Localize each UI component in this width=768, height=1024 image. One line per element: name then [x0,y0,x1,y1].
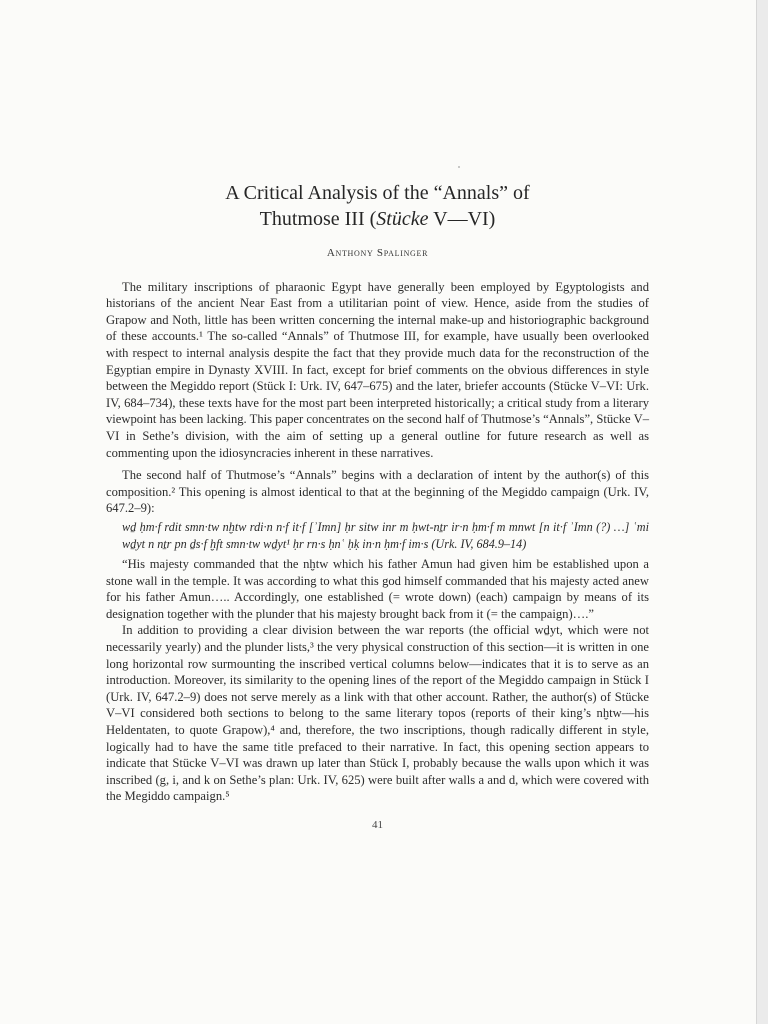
title-line-2-italic: Stücke [376,208,429,230]
paragraph-1: The military inscriptions of pharaonic Egypt have generally been employed by Egyptologists and historians of the ancient Near East from a utilitarian point of view. Hence, aside from the studies of Grapow and Noth, little has been written concerning the internal make-up and historiographic background of these accounts.¹ The so-called “Annals” of Thutmose III, for example, have usually been overlooked with respect to internal analysis despite the fact that they provide much data for the reconstruction of the Egyptian empire in Dynasty XVIII. In fact, except for brief comments on the obvious differences in style between the Megiddo report (Stück I: Urk. IV, 647–675) and the later, briefer accounts (Stücke V–VI: Urk. IV, 684–734), these texts have for the most part been interpreted historically; a critical study from a literary viewpoint has been lacking. This paper concentrates on the second half of Thutmose’s “Annals”, Stücke V–VI in Sethe’s division, with the aim of setting up a general outline for future research as well as commenting upon the idiosyncracies inherent in these narratives. [106,279,649,460]
paragraph-3: “His majesty commanded that the nḫtw which his father Amun had given him be established upon a stone wall in the temple. It was according to what this god himself commanded that his majesty acted anew for his father Amun….. Accordingly, one established (= wrote down) (each) campaign by means of its designation together with the plunder that his majesty brought back from it (= the campaign)….” [106,557,649,621]
page-number: 41 [372,819,383,831]
title-line-2-suffix: V—VI) [428,208,496,230]
article-author: Anthony Spalinger [326,247,429,259]
paragraph-4: In addition to providing a clear division between the war reports (the official wḏyt, which were not necessarily yearly) and the plunder lists,³ the very physical construction of this section—it is written in one long horizontal row surmounting the inscribed vertical columns below—indicates that it is to serve as an introduction. Moreover, its similarity to the opening lines of the report of the Megiddo campaign in Stück I (Urk. IV, 647.2–9) does not serve merely as a link with that other account. Rather, the author(s) of Stücke V–VI considered both sections to belong to the same literary topos (reports of their king’s nḫtw—his Heldentaten, to quote Grapow),⁴ and, therefore, the two inscriptions, though radically different in style, logically had to have the same title prefaced to their narrative. In fact, this opening section appears to indicate that Stücke V–VI was drawn up later than Stück I, probably because the walls upon which it was inscribed (g, i, and k on Sethe’s plan: Urk. IV, 625) were built after walls a and d, which were covered with the Megiddo campaign.⁵ [106,623,649,804]
page-edge [756,0,757,1024]
paragraph-2: The second half of Thutmose’s “Annals” begins with a declaration of intent by the author(s) of this composition.² This opening is almost identical to that at the beginning of the Megiddo campaign (Urk. IV, 647.2–9): [106,468,649,516]
paper-speck [458,166,460,168]
transliteration-block: wḏ ḥm·f rdit smn·tw nḫtw rdi·n n·f it·f [ʾImn] ḥr sitw inr m ḥwt-nṯr ir·n ḥm·f m mnwt [n it·f ʾImn (?) …] ʿmi wḏyt n nṯr pn ḏs·f ḫft smn·tw wḏyt¹ ḥr rn·s ḥnʿ ḥḳ in·n ḥm·f im·s (Urk. IV, 684.9–14) [122,519,649,551]
article-title [106,180,649,232]
title-line-2-prefix: Thutmose III ( [259,208,377,230]
article-body [106,180,649,834]
title-line-1: A Critical Analysis of the “Annals” of [225,182,530,204]
